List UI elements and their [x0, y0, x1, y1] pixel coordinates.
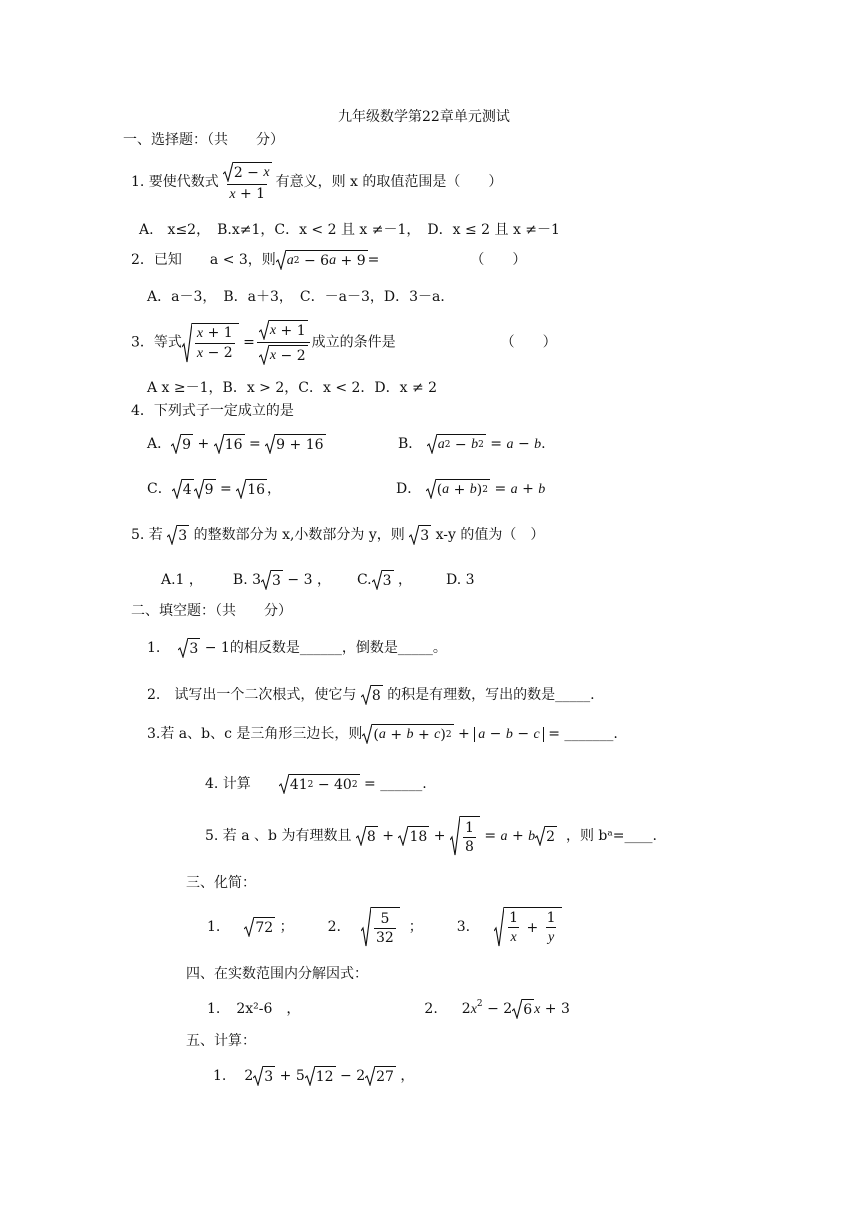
- q1-stem: 1. 要使代数式: [131, 174, 219, 190]
- q2-expression: a 2 − 6 a + 9: [276, 250, 368, 270]
- q2-stem-end: = （ ）: [367, 252, 527, 268]
- question-4: 4．下列式子一定成立的是: [131, 403, 294, 419]
- question-2: [131, 250, 526, 270]
- q1-expression: 2 − x x + 1: [221, 162, 274, 202]
- factor-items: 1. 2x²-6 ， 2. $2x^2 - 2$ 6 x + 3: [207, 999, 570, 1018]
- q1-options: A. x≤2， B.x≠1，C．x < 2 且 x ≠－1， D．x ≤ 2 且 x ≠－1: [139, 222, 560, 238]
- section-fill-heading: 二、填空题：（共 分）: [131, 603, 292, 619]
- q4-option-b: B． a 2 − b 2 = a − b.: [398, 436, 546, 453]
- q3-stem: 3．等式: [131, 334, 182, 351]
- q4-option-c: C． 4 9 = 16 ，: [147, 481, 282, 498]
- question-5: 5. 若 3 的整数部分为 x,小数部分为 y，则 3 x-y 的值为（ ）: [131, 527, 545, 544]
- fill-question-2: 2. 试写出一个二次根式，使它与 8 的积是有理数，写出的数是_____.: [147, 687, 595, 704]
- q3-lhs: $\frac{x + 1}{x - 2}$: [182, 323, 239, 363]
- q3-stem-end: 成立的条件是 （ ）: [311, 334, 557, 351]
- question-1: [131, 162, 502, 202]
- page-title: 九年级数学第22章单元测试: [338, 109, 510, 125]
- simplify-items: 1. 72 ； 2. $\frac{5}{32}$ ； 3. $\frac{1}{x}$ + $\frac{1}{y}$: [207, 907, 562, 947]
- q2-stem: 2．已知 a < 3，则: [131, 252, 276, 268]
- fill-question-3: 3.若 a、b、c 是三角形三边长，则 ( a + b + c ) 2 + a − b − c = _______.: [147, 726, 618, 743]
- section-calc-heading: 五、计算：: [186, 1033, 256, 1049]
- fill-question-4: 4. 计算 41 2 − 40 2 = ______.: [205, 776, 427, 793]
- q5-options: A.1 ， B. 3 3 − 3 ， C. 3 ， D. 3: [161, 572, 475, 589]
- question-3: 3．等式 $\frac{x + 1}{x - 2}$ = x + 1 x − 2 成立的条件是 （ ）: [131, 320, 557, 365]
- q3-rhs: x + 1 x − 2: [257, 320, 310, 365]
- fill-question-1: 1. 3 − 1的相反数是______，倒数是_____。: [147, 640, 447, 657]
- q2-options: A．a－3， B．a＋3， C．－a－3，D．3－a．: [147, 289, 455, 305]
- section-choice-heading: 一、选择题：（共 分）: [123, 132, 284, 148]
- q3-options: A x ≥－1，B．x > 2，C．x < 2．D．x ≠ 2: [147, 380, 438, 396]
- q4-option-d: D． ( a + b ) 2 = a + b: [396, 481, 546, 498]
- q4-option-a: A． 9 + 16 = 9 + 16: [147, 436, 324, 453]
- section-factor-heading: 四、在实数范围内分解因式：: [186, 966, 368, 982]
- fill-question-5: 5. 若 a 、b 为有理数且 8 + 18 + $\frac{1}{8}$ = a + b 2 ，则 bᵃ=____.: [205, 816, 657, 856]
- calc-item-1: 1. 2 3 + 5 12 − 2 27 ，: [213, 1068, 415, 1085]
- section-simplify-heading: 三、化简：: [186, 875, 256, 891]
- q1-stem-end: 有意义，则 x 的取值范围是（ ）: [275, 174, 503, 190]
